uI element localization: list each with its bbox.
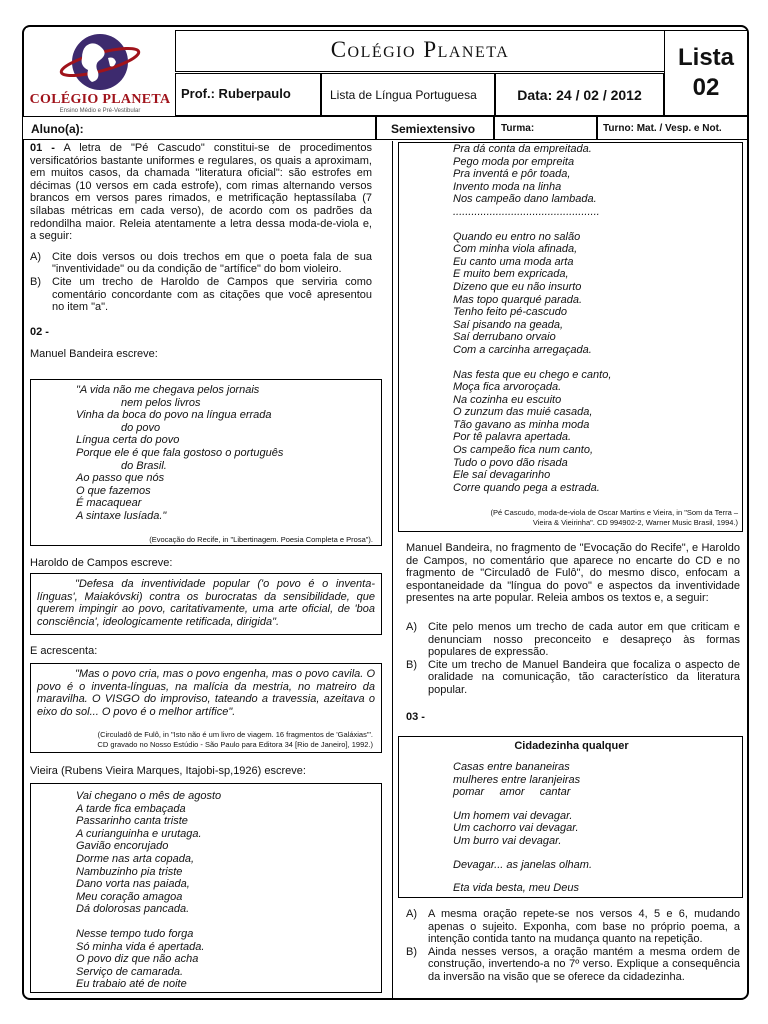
shift-field: Turno: Mat. / Vesp. e Not. bbox=[597, 116, 748, 140]
question-number: 01 - bbox=[30, 142, 55, 154]
teacher-name: Prof.: Ruberpaulo bbox=[175, 73, 321, 116]
list-number: 02 bbox=[692, 74, 720, 101]
bandeira-poem: "A vida não me chegava pelos jornais nem pelos livros Vinha da boca do povo na língua errada do povo Língua certa do povo Porque ele é que fala gostoso o português do Brasil. Ao passo que nós O que fazemos É macaquear A sintaxe lusíada." bbox=[76, 384, 284, 522]
haroldo-intro-wrap bbox=[30, 557, 372, 570]
column-divider bbox=[392, 141, 393, 999]
school-logo bbox=[26, 28, 174, 115]
cidadezinha-poem: Casas entre bananeiras mulheres entre laranjeiras pomar amor cantar Um homem vai devagar. Um cachorro vai devagar. Um burro vai devagar. Devagar... as janelas olham. Eta vida besta, meu Deus bbox=[453, 761, 592, 895]
student-field: Aluno(a): bbox=[22, 116, 376, 140]
question-item: B) Cite um trecho de Haroldo de Campos que serviria como comentário concordante com as citações que você apresentou no item "a". bbox=[30, 275, 372, 314]
haroldo-citation-2: CD gravado no Nosso Estúdio - São Paulo para Editora 34 [Rio de Janeiro], 1992.) bbox=[97, 740, 373, 749]
vieira-intro-wrap bbox=[30, 765, 372, 778]
list-number-box bbox=[664, 30, 748, 116]
vieira-poem-right: Pra dá conta da empreitada. Pego moda por empreita Pra inventá e pôr toada, Invento moda na linha Nos campeão dano lambada. ................................................ Quando eu entro no salão Com minha viola afinada, Eu canto uma moda arta E muito bem expricada, Dizeno que eu não insurto Mas topo quarqué parada. Tenho feito pé-cascudo Saí pisando na geada, Saí derrubano orvaio Com a carcinha arregaçada. Nas festa que eu chego e canto, Moça fica arvoroçada. Na cozinha eu escuito O zunzum das muié casada, Tão gavano as minha moda Por tê palavra apertada. Os campeão fica num canto, Tudo o povo dão risada Ele saí devagarinho Corre quando pega a estrada. bbox=[453, 143, 612, 494]
haroldo-quote2-box bbox=[30, 663, 382, 753]
haroldo-quote2: "Mas o povo cria, mas o povo engenha, mas o povo cavila. O povo é o inventa-línguas, na malícia da mestria, no matreiro da maravilha. O VISGO do improviso, tateando a travessia, azeitava o eixo do sol... O povo é o melhor artífice". bbox=[37, 668, 375, 718]
left-column bbox=[30, 142, 372, 361]
list-label: Lista bbox=[677, 44, 734, 71]
subject: Lista de Língua Portuguesa bbox=[321, 73, 495, 116]
haroldo-quote: "Defesa da inventividade popular ('o povo é o inventa-línguas', Maiakóvski) contra os burocratas da sensibilidade, que querem impingir ao povo, caritativamente, uma arte oficial, de 'boa consciência', ideologicamente retificada, dirigida". bbox=[37, 578, 375, 628]
acrescenta-wrap bbox=[30, 645, 372, 658]
commentary: Manuel Bandeira, no fragmento de "Evocação do Recife", e Haroldo de Campos, no comentário que aparece no encarte do CD e no fragmento de "Circuladô de Fulô", do mesmo disco, enfocam a espontaneidade da "língua do povo" e aspectos da inventividade presentes na arte popular. Releia ambos os textos e, a seguir: bbox=[406, 542, 740, 605]
vieira-poem-left: Vai chegano o mês de agosto A tarde fica embaçada Passarinho canta triste A curianguinha e urutaga. Gavião encorujado Dorme nas arta copada, Nambuzinho pia triste Dano vorta nas paiada, Meu coração amagoa Dá dolorosas pancada. Nesse tempo tudo forga Só minha vida é apertada. O povo diz que não acha Serviço de camarada. Eu trabaio até de noite bbox=[76, 790, 222, 991]
question-item: A) Cite dois versos ou dois trechos em que o poeta fala de sua "inventividade" ou da condição de "artífice" do bom violeiro. bbox=[30, 250, 372, 276]
question-item: A) A mesma oração repete-se nos versos 4, 5 e 6, mudando apenas o sujeito. Exponha, com base no próprio poema, a intenção contida tanto na mudança quanto na repetição. bbox=[406, 908, 740, 946]
question-item: A) Cite pelo menos um trecho de cada autor em que criticam e denunciam nosso preconceito e desapreço às formas populares de expressão. bbox=[406, 620, 740, 659]
question-02-number: 02 - bbox=[30, 325, 49, 338]
vieira-citation-1: (Pé Cascudo, moda-de-viola de Oscar Martins e Vieira, in "Som da Terra – bbox=[490, 508, 738, 517]
acrescenta: E acrescenta: bbox=[30, 645, 98, 657]
vieira-citation-2: Vieira & Vieirinha". CD 994902-2, Warner Music Brasil, 1994.) bbox=[532, 518, 738, 527]
vieira-intro: Vieira (Rubens Vieira Marques, Itajobi-sp,1926) escreve: bbox=[30, 765, 306, 777]
date: Data: 24 / 02 / 2012 bbox=[495, 73, 664, 116]
question-item: B) Ainda nesses versos, a oração mantém a mesma ordem de construção, invertendo-a no 7º verso. Explique a consequência da inversão na visão que se oferece da cidadezinha. bbox=[406, 945, 740, 983]
globe-icon bbox=[26, 28, 174, 92]
page-title: Colégio Planeta bbox=[175, 30, 665, 72]
question-text: A letra de "Pé Cascudo" constitui-se de procedimentos versificatórios bastante uniformes e regulares, os quais a aproximam, em muitos casos, da chamada "literatura oficial": são estrofes em décimas (10 versos em cada estrofe), com rimas alternando versos brancos em versos pares rimados, e metrificação heptassílaba (7 sílabas métricas em cada verso), de acordo com os padrões da redondilha maior. Releia atentamente a letra dessa moda-de-viola e, a seguir: bbox=[30, 142, 372, 243]
course-modality: Semiextensivo bbox=[376, 116, 494, 140]
haroldo-intro: Haroldo de Campos escreve: bbox=[30, 557, 173, 569]
vieira-poem-continued-box bbox=[398, 142, 743, 532]
class-field: Turma: bbox=[494, 116, 597, 140]
bandeira-intro: Manuel Bandeira escreve: bbox=[30, 348, 158, 361]
bandeira-quote-box bbox=[30, 379, 382, 546]
haroldo-citation-1: (Circuladô de Fulô, in "Isto não é um livro de viagem. 16 fragmentos de 'Galáxias'". bbox=[97, 730, 373, 739]
vieira-poem-box bbox=[30, 783, 382, 993]
haroldo-quote-box bbox=[30, 573, 382, 635]
poem-title: Cidadezinha qualquer bbox=[514, 740, 629, 752]
cidadezinha-poem-box bbox=[398, 736, 743, 898]
question-01 bbox=[30, 142, 372, 243]
question-03-items bbox=[406, 908, 740, 984]
right-column-text bbox=[406, 542, 740, 723]
logo-text: COLÉGIO PLANETA bbox=[29, 92, 171, 107]
question-item: B) Cite um trecho de Manuel Bandeira que focaliza o aspecto de oralidade na comunicação, tão característico da literatura popular. bbox=[406, 658, 740, 696]
bandeira-citation: (Evocação do Recife, in "Libertinagem. Poesia Completa e Prosa"). bbox=[149, 535, 373, 544]
logo-subtitle: Ensino Médio e Pré-Vestibular bbox=[59, 108, 141, 114]
question-03-number: 03 - bbox=[406, 710, 425, 723]
